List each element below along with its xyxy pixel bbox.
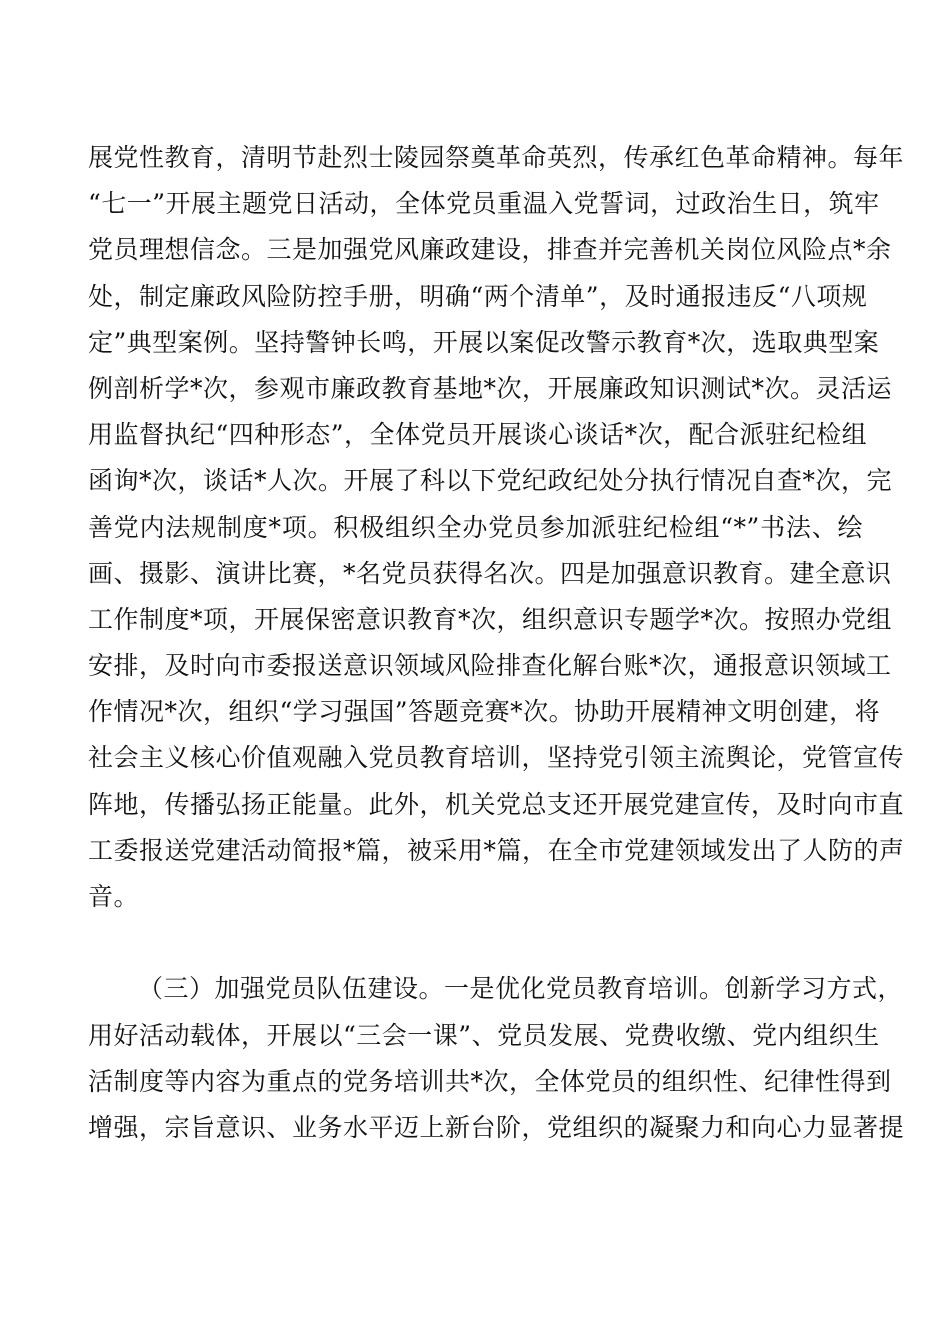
- text-line: 用好活动载体，开展以“三会一课”、党员发展、党费收缴、党内组织生: [88, 1020, 880, 1050]
- text-line: 工委报送党建活动简报*篇，被采用*篇，在全市党建领域发出了人防的声: [88, 835, 905, 865]
- paragraph-gap: [88, 920, 863, 966]
- text-line: 活制度等内容为重点的党务培训共*次，全体党员的组织性、纪律性得到: [88, 1066, 892, 1096]
- text-line: 社会主义核心价值观融入党员教育培训，坚持党引领主流舆论，党管宣传: [88, 743, 905, 773]
- text-line: “七一”开展主题党日活动，全体党员重温入党誓词，过政治生日，筑牢: [88, 189, 880, 219]
- text-line: 用监督执纪“四种形态”，全体党员开展谈心谈话*次，配合派驻纪检组: [88, 420, 868, 450]
- text-line: 定”典型案例。坚持警钟长鸣，开展以案促改警示教育*次，选取典型案: [88, 327, 880, 357]
- document-body: [88, 135, 905, 1151]
- text-line: 音。: [88, 882, 140, 911]
- text-line: 函询*次，谈话*人次。开展了科以下党纪政纪处分执行情况自查*次，完: [88, 466, 893, 496]
- text-line: 增强，宗旨意识、业务水平迈上新台阶，党组织的凝聚力和向心力显著提: [88, 1112, 905, 1142]
- text-line: 阵地，传播弘扬正能量。此外，机关党总支还开展党建宣传，及时向市直: [88, 789, 905, 819]
- text-line: 处，制定廉政风险防控手册，明确“两个清单”，及时通报违反“八项规: [88, 281, 868, 311]
- text-line: 画、摄影、演讲比赛，*名党员获得名次。四是加强意识教育。建全意识: [88, 558, 892, 588]
- text-line: 作情况*次，组织“学习强国”答题竞赛*次。协助开展精神文明创建，将: [88, 697, 881, 727]
- text-line: 安排，及时向市委报送意识领域风险排查化解台账*次，通报意识领域工: [88, 651, 892, 681]
- text-line: 例剖析学*次，参观市廉政教育基地*次，开展廉政知识测试*次。灵活运: [88, 373, 893, 403]
- text-line: 工作制度*项，开展保密意识教育*次，组织意识专题学*次。按照办党组: [88, 604, 893, 634]
- text-line: 党员理想信念。三是加强党风廉政建设，排查并完善机关岗位风险点*余: [88, 235, 892, 265]
- section-heading-line: （三）加强党员队伍建设。一是优化党员教育培训。创新学习方式，: [138, 974, 904, 1004]
- text-line: 善党内法规制度*项。积极组织全办党员参加派驻纪检组“*”书法、绘: [88, 512, 863, 542]
- text-line: 展党性教育，清明节赴烈士陵园祭奠革命英烈，传承红色革命精神。每年: [88, 143, 905, 172]
